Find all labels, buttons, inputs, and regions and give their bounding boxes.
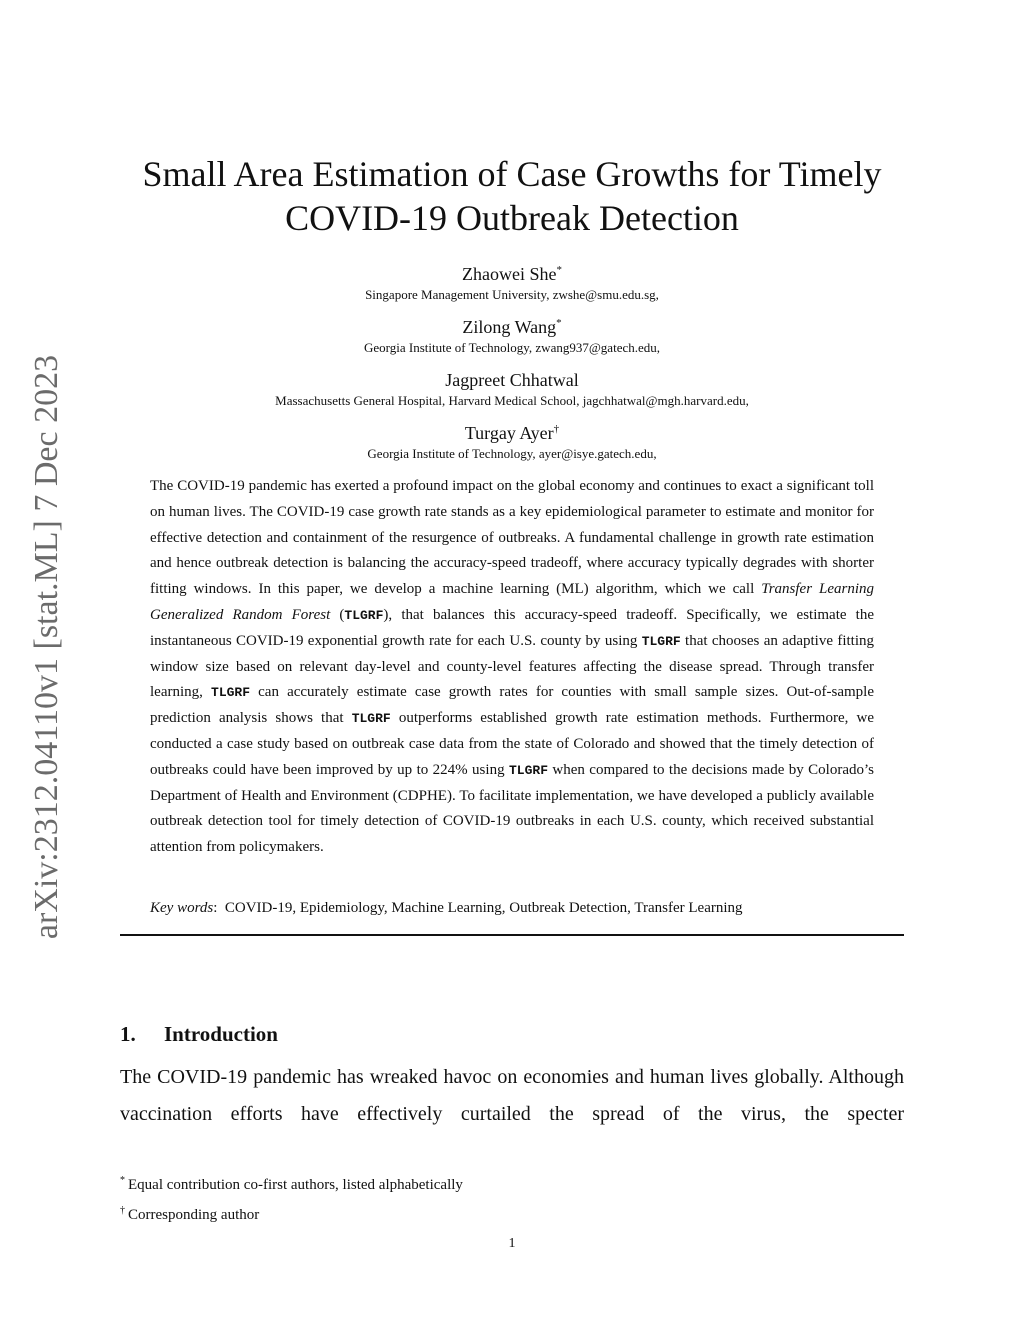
acronym: TLGRF <box>508 762 548 778</box>
author-mark: * <box>556 264 562 276</box>
paper-title-line-1: Small Area Estimation of Case Growths for Timely <box>142 154 882 194</box>
arxiv-identifier <box>8 338 86 956</box>
section-number: 1. <box>120 1022 136 1046</box>
author-affiliation: Georgia Institute of Technology, zwang937@gatech.edu, <box>363 340 661 355</box>
author-name: Turgay Ayer† <box>464 423 560 443</box>
acronym: TLGRF <box>211 685 251 701</box>
author-name: Jagpreet Chhatwal <box>445 370 579 390</box>
acronym: TLGRF <box>641 633 681 649</box>
keywords: Key words: COVID-19, Epidemiology, Machine Learning, Outbreak Detection, Transfer Learning <box>150 900 743 916</box>
author-name: Zilong Wang* <box>462 317 562 337</box>
author-mark: * <box>556 317 562 329</box>
footnotes <box>120 1168 904 1228</box>
section-divider <box>120 934 904 936</box>
author-block <box>120 417 904 462</box>
abstract: The COVID-19 pandemic has exerted a profound impact on the global economy and continues to exact a significant toll on human lives. The COVID-19 case growth rate stands as a key epidemiological parameter to estimate and monitor for effective detection and containment of the resurgence of outbreaks. A fundamental challenge in growth rate estimation and hence outbreak detection is balancing the accuracy-speed tradeoff, where accuracy typically degrades with shorter fitting windows. In this paper, we develop a machine learning (ML) algorithm, which we call Transfer Learning Generalized Random Forest (TLGRF), that balances this accuracy-speed tradeoff. Specifically, we estimate the instantaneous COVID-19 exponential growth rate for each U.S. county by using TLGRF that chooses an adaptive fitting window size based on relevant day-level and county-level features affecting the disease spread. Through transfer learning, TLGRF can accurately estimate case growth rates for counties with small sample sizes. Out-of-sample prediction analysis shows that TLGRF outperforms established growth rate estimation methods. Furthermore, we conducted a case study based on outbreak case data from the state of Colorado and showed that the timely detection of outbreaks could have been improved by up to 224% using TLGRF when compared to the decisions made by Colorado’s Department of Health and Environment (CDPHE). To facilitate implementation, we have developed a publicly available outbreak detection tool for timely detection of COVID-19 outbreaks in each U.S. county, which received substantial attention from policymakers. <box>150 478 875 856</box>
footnote-mark: † <box>120 1205 125 1216</box>
section-title: Introduction <box>164 1022 278 1046</box>
keywords-text: COVID-19, Epidemiology, Machine Learning, Outbreak Detection, Transfer Learning <box>224 900 743 916</box>
author-name: Zhaowei She* <box>462 264 562 284</box>
footnote-mark: * <box>120 1175 125 1186</box>
author-affiliation: Georgia Institute of Technology, ayer@isye.gatech.edu, <box>367 446 657 461</box>
paper-title-line-2: COVID-19 Outbreak Detection <box>285 198 739 238</box>
author-mark: † <box>553 423 560 435</box>
author-list <box>120 258 904 470</box>
page-number: 1 <box>508 1236 516 1251</box>
footnote: * Equal contribution co-first authors, listed alphabetically <box>120 1175 463 1193</box>
author-affiliation: Singapore Management University, zwshe@smu.edu.sg, <box>365 287 659 302</box>
author-block <box>120 311 904 356</box>
acronym: TLGRF <box>344 607 384 623</box>
section-heading <box>120 1022 278 1047</box>
author-affiliation: Massachusetts General Hospital, Harvard Medical School, jagchhatwal@mgh.harvard.edu, <box>275 393 749 408</box>
arxiv-identifier-text: arXiv:2312.04110v1 [stat.ML] 7 Dec 2023 <box>28 354 66 940</box>
intro-paragraph: The COVID-19 pandemic has wreaked havoc on economies and human lives globally. Although vaccination efforts have effectively curtailed the spread of the virus, the specter <box>120 1066 904 1125</box>
keywords-label: Key words <box>150 900 214 916</box>
paper-title <box>100 152 924 240</box>
author-block <box>120 364 904 409</box>
author-block <box>120 258 904 303</box>
footnote: † Corresponding author <box>120 1205 260 1223</box>
acronym: TLGRF <box>351 711 391 727</box>
method-name: Transfer Learning Generalized Random Forest <box>150 581 874 623</box>
